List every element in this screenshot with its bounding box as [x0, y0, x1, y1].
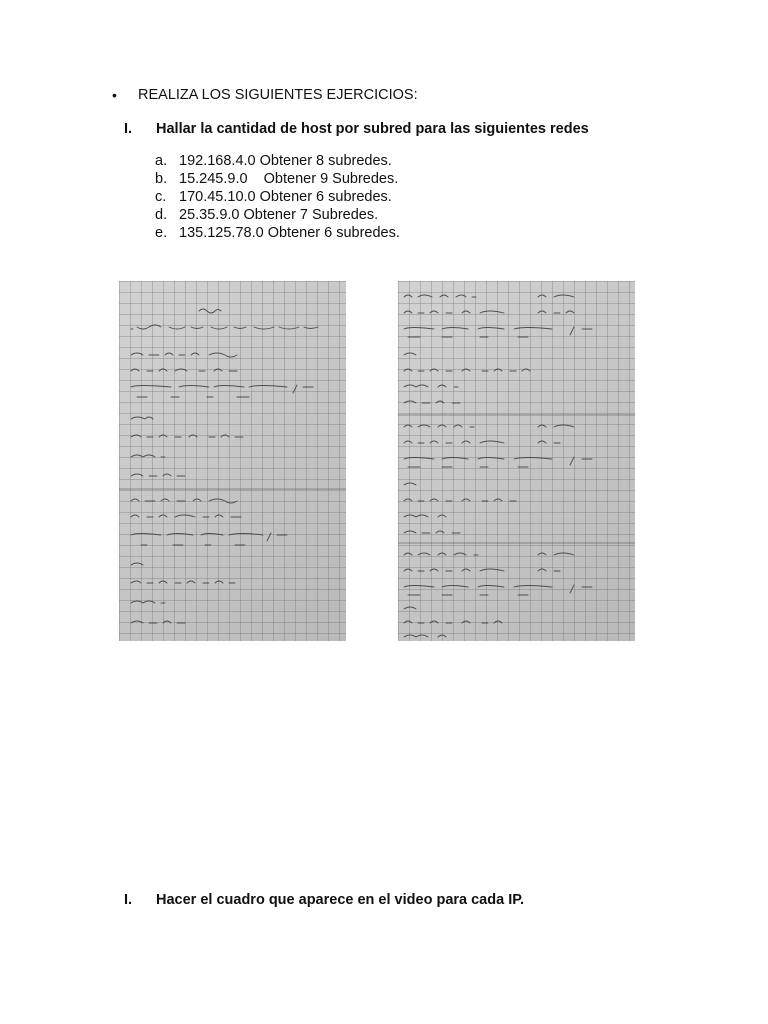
- list-item: [155, 189, 392, 207]
- list-item: [155, 171, 399, 189]
- section-title-2: Hacer el cuadro que aparece en el video para cada IP.: [156, 892, 525, 908]
- handwriting-scribbles: [398, 281, 635, 641]
- list-item: [155, 153, 392, 171]
- handwriting-scribbles: [119, 281, 346, 641]
- list-item-letter: d.: [155, 207, 168, 223]
- list-item-letter: a.: [155, 153, 168, 169]
- section-title-1: Hallar la cantidad de host por subred para las siguientes redes: [156, 121, 589, 137]
- list-item: [155, 225, 400, 243]
- list-item-text: 25.35.9.0 Obtener 7 Subredes.: [179, 207, 379, 223]
- list-item-text: 170.45.10.0 Obtener 6 subredes.: [179, 189, 392, 205]
- section-numeral-2: I.: [124, 892, 133, 908]
- list-item-text: 192.168.4.0 Obtener 8 subredes.: [179, 153, 392, 169]
- list-item-text: 135.125.78.0 Obtener 6 subredes.: [179, 225, 400, 241]
- list-item: [155, 207, 379, 225]
- instruction-text: REALIZA LOS SIGUIENTES EJERCICIOS:: [138, 87, 418, 103]
- list-item-letter: e.: [155, 225, 168, 241]
- exercise-list: [155, 153, 400, 243]
- list-item-letter: c.: [155, 189, 167, 205]
- list-item-text: 15.245.9.0 Obtener 9 Subredes.: [179, 171, 399, 187]
- list-item-letter: b.: [155, 171, 168, 187]
- section-numeral-1: I.: [124, 121, 133, 137]
- bullet-marker: •: [112, 87, 117, 103]
- handwritten-notebook-photo-right: [398, 281, 635, 641]
- handwritten-notebook-photo-left: [119, 281, 346, 641]
